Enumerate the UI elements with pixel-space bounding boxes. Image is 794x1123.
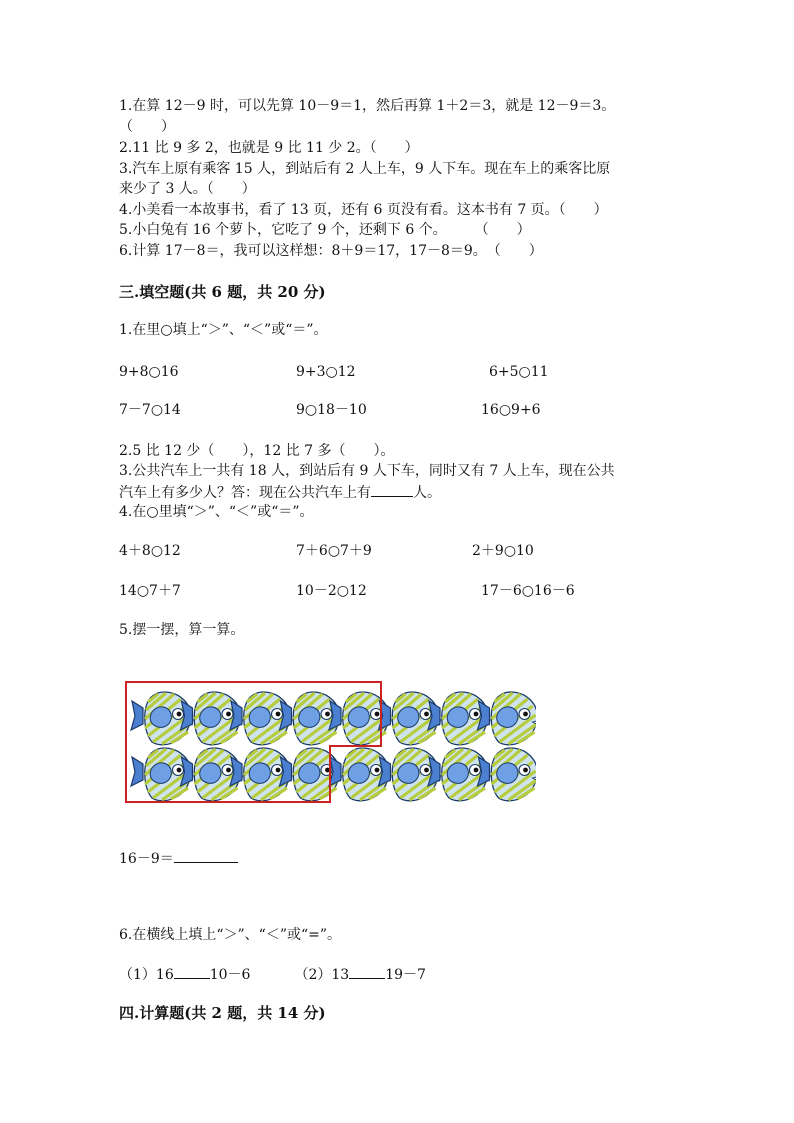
answer-blank[interactable] xyxy=(174,848,238,863)
compare-item: 9+8○16 xyxy=(119,364,179,380)
compare-item: 4＋8○12 xyxy=(119,543,181,559)
fish-icon xyxy=(478,748,537,801)
equation-text: 16－9＝ xyxy=(119,851,174,867)
fill-q6-prompt: 6.在横线上填上“＞”、“＜”或“=”。 xyxy=(119,927,342,943)
answer-blank[interactable] xyxy=(174,964,210,979)
answer-blank[interactable] xyxy=(349,964,385,979)
compare-item: 10－2○12 xyxy=(296,583,367,599)
q6b-left: （2）13 xyxy=(294,967,350,983)
judge-q3-line2: 来少了 3 人。（ ） xyxy=(119,181,256,197)
fill-q3-unit: 人。 xyxy=(413,485,441,501)
compare-item: 7－7○14 xyxy=(119,402,181,418)
judge-q1-answer: （ ） xyxy=(119,119,175,135)
compare-item: 16○9+6 xyxy=(481,402,541,418)
fill-q5-prompt: 5.摆一摆，算一算。 xyxy=(119,622,245,638)
judge-q2: 2.11 比 9 多 2，也就是 9 比 11 少 2。（ ） xyxy=(119,140,419,156)
judge-q4: 4.小美看一本故事书，看了 13 页，还有 6 页没有看。这本书有 7 页。（ ） xyxy=(119,202,608,218)
fill-q3-line2 xyxy=(119,482,441,503)
compare-item: 9○18－10 xyxy=(296,402,367,418)
judge-q5: 5.小白兔有 16 个萝卜，它吃了 9 个，还剩下 6 个。 （ ） xyxy=(119,222,531,238)
answer-blank[interactable] xyxy=(371,482,413,497)
fill-q3-text: 汽车上有多少人？答：现在公共汽车上有 xyxy=(119,485,371,501)
fill-q2: 2.5 比 12 少（ ），12 比 7 多（ ）。 xyxy=(119,443,395,459)
fish-picture xyxy=(124,680,536,806)
section3-title: 三.填空题(共 6 题，共 20 分) xyxy=(119,283,326,301)
compare-item: 14○7＋7 xyxy=(119,583,181,599)
compare-item: 6+5○11 xyxy=(489,364,549,380)
fill-q3-line1: 3.公共汽车上一共有 18 人，到站后有 9 人下车，同时又有 7 人上车，现在公共 xyxy=(119,463,615,479)
compare-item: 7＋6○7＋9 xyxy=(296,543,372,559)
fish-icon xyxy=(478,692,537,745)
q6a-left: （1）16 xyxy=(119,967,174,983)
fill-q5-equation xyxy=(119,848,238,869)
judge-q1-line1: 1.在算 12－9 时，可以先算 10－9＝1，然后再算 1＋2＝3，就是 12－9＝3。 xyxy=(119,98,616,114)
fish-illustration xyxy=(124,680,536,806)
compare-item: 2＋9○10 xyxy=(472,543,534,559)
judge-q3-line1: 3.汽车上原有乘客 15 人，到站后有 2 人上车，9 人下车。现在车上的乘客比原 xyxy=(119,161,611,177)
section4-title: 四.计算题(共 2 题，共 14 分) xyxy=(119,1004,326,1022)
compare-item: 9+3○12 xyxy=(296,364,356,380)
compare-item: 17－6○16－6 xyxy=(481,583,575,599)
fill-q1-prompt: 1.在里○填上“＞”、“＜”或“＝”。 xyxy=(119,322,328,338)
q6a-right: 10－6 xyxy=(209,967,251,983)
judge-q6: 6.计算 17－8＝，我可以这样想：8＋9＝17，17－8＝9。 （ ） xyxy=(119,243,543,259)
fill-q6-items xyxy=(119,964,426,985)
fill-q4-prompt: 4.在○里填“＞”、“＜”或“＝”。 xyxy=(119,504,314,520)
q6b-right: 19－7 xyxy=(385,967,426,983)
